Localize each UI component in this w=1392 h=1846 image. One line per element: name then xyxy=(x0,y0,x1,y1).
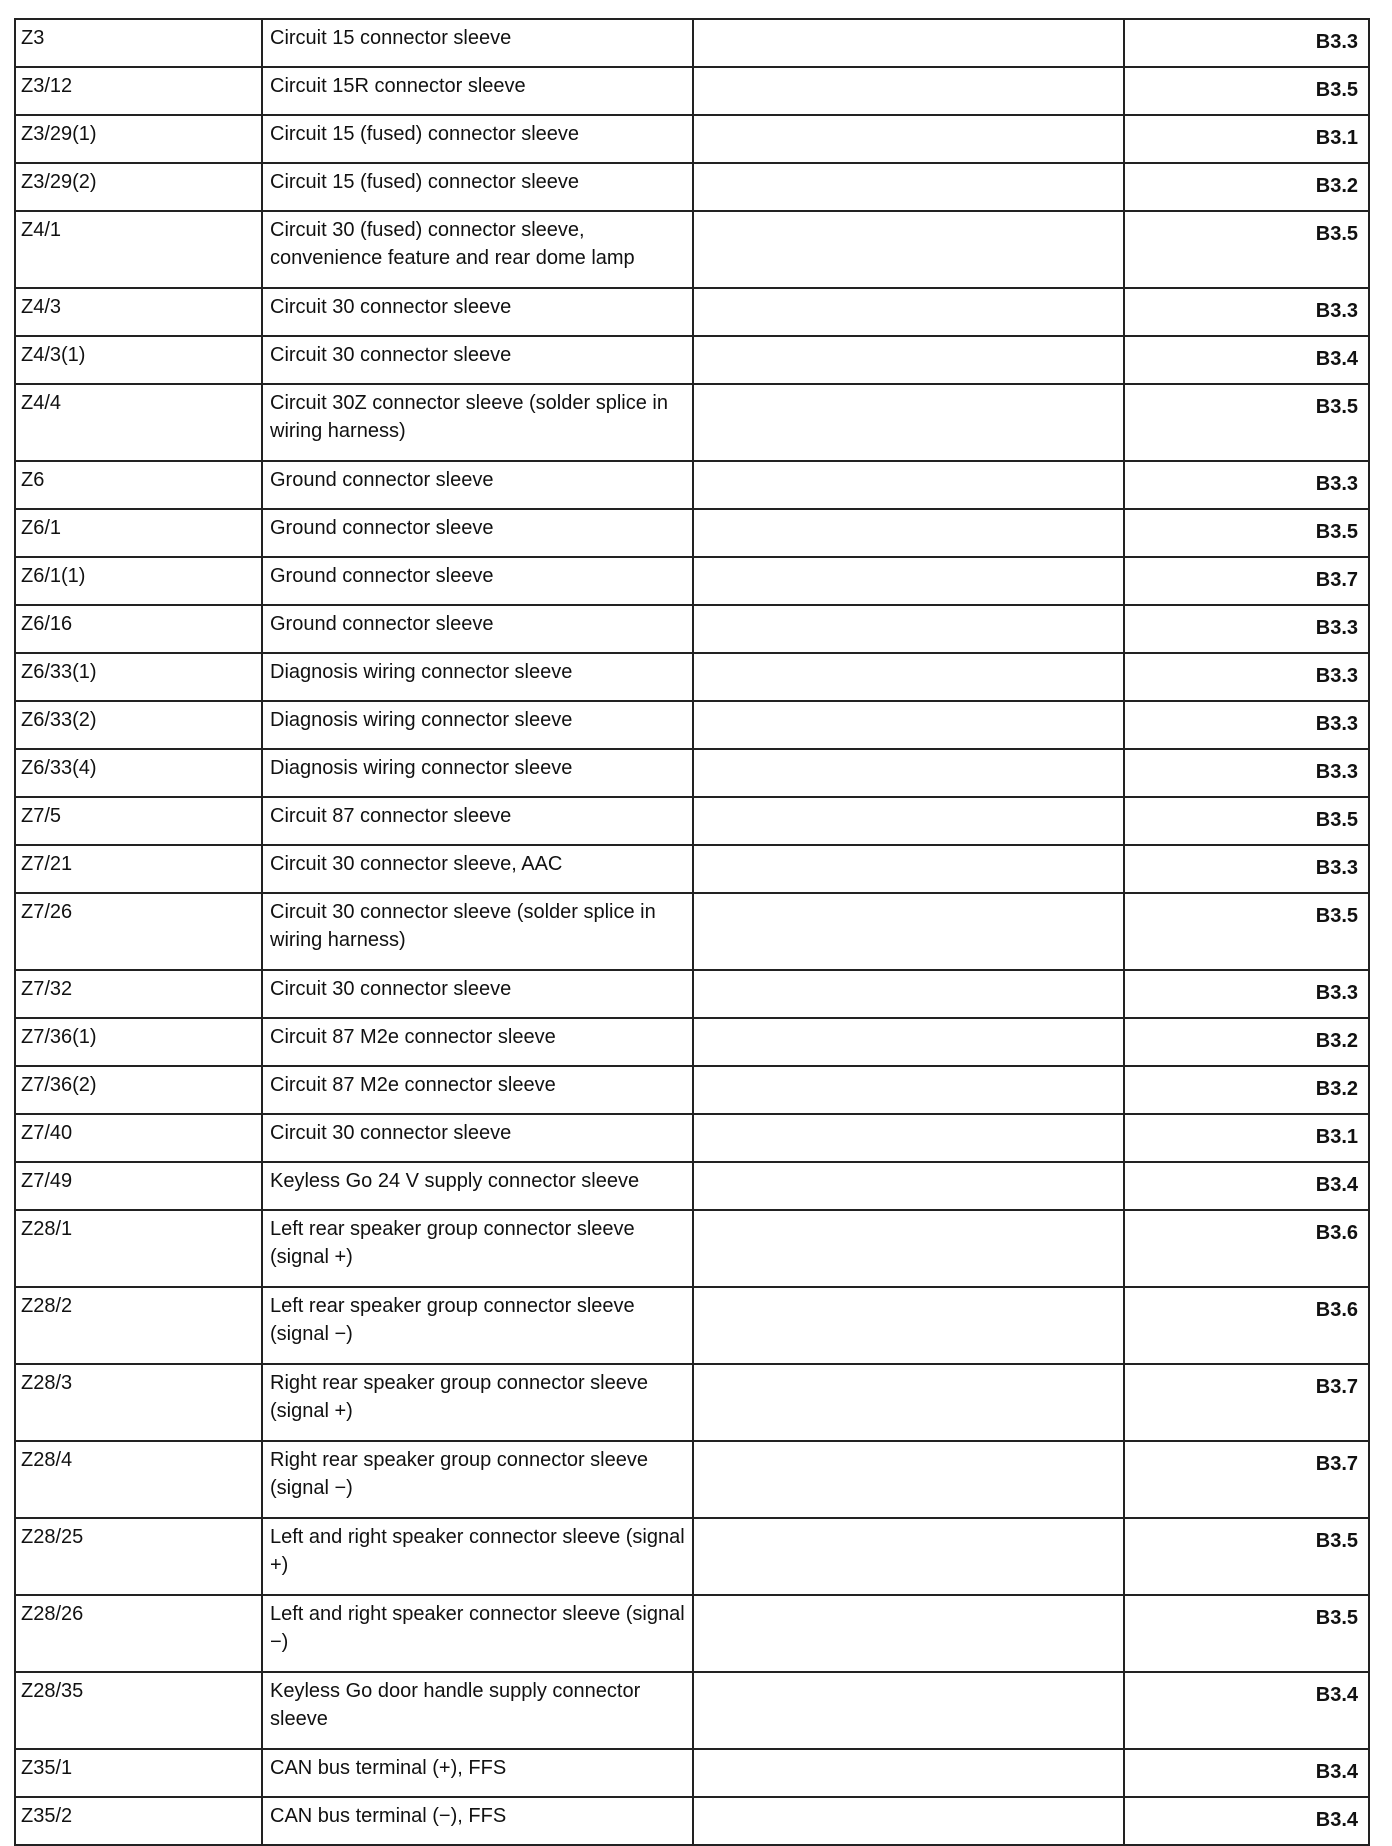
component-code-cell: Z6/33(4) xyxy=(15,749,262,797)
description-cell: Circuit 15R connector sleeve xyxy=(262,67,693,115)
description-cell: Left rear speaker group connector sleeve (signal −) xyxy=(262,1287,693,1364)
grid-reference-cell: B3.5 xyxy=(1124,1595,1369,1672)
grid-reference-cell: B3.3 xyxy=(1124,19,1369,67)
table-row xyxy=(15,211,1369,288)
description-cell: Ground connector sleeve xyxy=(262,509,693,557)
empty-cell xyxy=(693,605,1124,653)
description-cell: Left and right speaker connector sleeve (signal −) xyxy=(262,1595,693,1672)
empty-cell xyxy=(693,1018,1124,1066)
empty-cell xyxy=(693,1595,1124,1672)
description-cell: Ground connector sleeve xyxy=(262,557,693,605)
description-cell: Circuit 30 connector sleeve xyxy=(262,336,693,384)
description-cell: Diagnosis wiring connector sleeve xyxy=(262,653,693,701)
description-cell: Circuit 87 M2e connector sleeve xyxy=(262,1018,693,1066)
empty-cell xyxy=(693,19,1124,67)
table-row xyxy=(15,1162,1369,1210)
table-row xyxy=(15,1797,1369,1845)
grid-reference-cell: B3.3 xyxy=(1124,749,1369,797)
table-row xyxy=(15,605,1369,653)
grid-reference-cell: B3.2 xyxy=(1124,1066,1369,1114)
table-row xyxy=(15,749,1369,797)
empty-cell xyxy=(693,1162,1124,1210)
component-code-cell: Z7/49 xyxy=(15,1162,262,1210)
description-cell: Circuit 30 connector sleeve, AAC xyxy=(262,845,693,893)
grid-reference-cell: B3.5 xyxy=(1124,67,1369,115)
component-code-cell: Z4/4 xyxy=(15,384,262,461)
grid-reference-cell: B3.3 xyxy=(1124,461,1369,509)
component-code-cell: Z3/29(2) xyxy=(15,163,262,211)
table-row xyxy=(15,1749,1369,1797)
component-code-cell: Z28/35 xyxy=(15,1672,262,1749)
table-row xyxy=(15,163,1369,211)
description-cell: Circuit 15 (fused) connector sleeve xyxy=(262,115,693,163)
grid-reference-cell: B3.7 xyxy=(1124,1441,1369,1518)
table-row xyxy=(15,461,1369,509)
component-code-cell: Z6/1(1) xyxy=(15,557,262,605)
grid-reference-cell: B3.3 xyxy=(1124,845,1369,893)
description-cell: Circuit 30 connector sleeve xyxy=(262,970,693,1018)
table-row xyxy=(15,1518,1369,1595)
component-code-cell: Z7/26 xyxy=(15,893,262,970)
component-code-cell: Z6/33(1) xyxy=(15,653,262,701)
description-cell: Keyless Go door handle supply connector sleeve xyxy=(262,1672,693,1749)
grid-reference-cell: B3.5 xyxy=(1124,211,1369,288)
grid-reference-cell: B3.4 xyxy=(1124,1797,1369,1845)
component-code-cell: Z4/3(1) xyxy=(15,336,262,384)
empty-cell xyxy=(693,1364,1124,1441)
description-cell: Circuit 30Z connector sleeve (solder splice in wiring harness) xyxy=(262,384,693,461)
empty-cell xyxy=(693,67,1124,115)
grid-reference-cell: B3.2 xyxy=(1124,163,1369,211)
empty-cell xyxy=(693,797,1124,845)
empty-cell xyxy=(693,163,1124,211)
table-row xyxy=(15,1210,1369,1287)
component-code-cell: Z35/1 xyxy=(15,1749,262,1797)
table-row xyxy=(15,845,1369,893)
grid-reference-cell: B3.3 xyxy=(1124,605,1369,653)
description-cell: Ground connector sleeve xyxy=(262,461,693,509)
description-cell: Circuit 30 connector sleeve xyxy=(262,1114,693,1162)
component-code-cell: Z35/2 xyxy=(15,1797,262,1845)
grid-reference-cell: B3.7 xyxy=(1124,557,1369,605)
component-code-cell: Z3 xyxy=(15,19,262,67)
empty-cell xyxy=(693,749,1124,797)
table-row xyxy=(15,19,1369,67)
description-cell: Left rear speaker group connector sleeve (signal +) xyxy=(262,1210,693,1287)
empty-cell xyxy=(693,1441,1124,1518)
grid-reference-cell: B3.2 xyxy=(1124,1018,1369,1066)
description-cell: Circuit 87 M2e connector sleeve xyxy=(262,1066,693,1114)
description-cell: Circuit 30 connector sleeve (solder splice in wiring harness) xyxy=(262,893,693,970)
empty-cell xyxy=(693,211,1124,288)
grid-reference-cell: B3.6 xyxy=(1124,1210,1369,1287)
empty-cell xyxy=(693,557,1124,605)
grid-reference-cell: B3.5 xyxy=(1124,384,1369,461)
table-row xyxy=(15,893,1369,970)
component-code-cell: Z3/29(1) xyxy=(15,115,262,163)
component-code-cell: Z28/1 xyxy=(15,1210,262,1287)
grid-reference-cell: B3.5 xyxy=(1124,1518,1369,1595)
table-row xyxy=(15,288,1369,336)
grid-reference-cell: B3.3 xyxy=(1124,288,1369,336)
table-row xyxy=(15,1287,1369,1364)
description-cell: Left and right speaker connector sleeve (signal +) xyxy=(262,1518,693,1595)
connector-sleeve-table-page xyxy=(14,18,1368,1846)
description-cell: Circuit 30 (fused) connector sleeve, convenience feature and rear dome lamp xyxy=(262,211,693,288)
component-code-cell: Z4/3 xyxy=(15,288,262,336)
description-cell: Diagnosis wiring connector sleeve xyxy=(262,701,693,749)
empty-cell xyxy=(693,384,1124,461)
empty-cell xyxy=(693,701,1124,749)
table-row xyxy=(15,653,1369,701)
table-row xyxy=(15,1595,1369,1672)
description-cell: Circuit 87 connector sleeve xyxy=(262,797,693,845)
component-code-cell: Z6 xyxy=(15,461,262,509)
grid-reference-cell: B3.7 xyxy=(1124,1364,1369,1441)
grid-reference-cell: B3.1 xyxy=(1124,1114,1369,1162)
empty-cell xyxy=(693,461,1124,509)
table-row xyxy=(15,970,1369,1018)
component-code-cell: Z6/16 xyxy=(15,605,262,653)
grid-reference-cell: B3.4 xyxy=(1124,336,1369,384)
grid-reference-cell: B3.3 xyxy=(1124,970,1369,1018)
empty-cell xyxy=(693,115,1124,163)
table-row xyxy=(15,1018,1369,1066)
component-code-cell: Z6/1 xyxy=(15,509,262,557)
table-row xyxy=(15,797,1369,845)
grid-reference-cell: B3.4 xyxy=(1124,1672,1369,1749)
component-code-cell: Z28/25 xyxy=(15,1518,262,1595)
component-code-cell: Z7/36(1) xyxy=(15,1018,262,1066)
empty-cell xyxy=(693,1287,1124,1364)
grid-reference-cell: B3.3 xyxy=(1124,653,1369,701)
grid-reference-cell: B3.5 xyxy=(1124,893,1369,970)
empty-cell xyxy=(693,970,1124,1018)
component-code-cell: Z7/5 xyxy=(15,797,262,845)
description-cell: Ground connector sleeve xyxy=(262,605,693,653)
empty-cell xyxy=(693,845,1124,893)
description-cell: Keyless Go 24 V supply connector sleeve xyxy=(262,1162,693,1210)
table-row xyxy=(15,509,1369,557)
empty-cell xyxy=(693,1210,1124,1287)
description-cell: Circuit 15 connector sleeve xyxy=(262,19,693,67)
empty-cell xyxy=(693,1114,1124,1162)
empty-cell xyxy=(693,653,1124,701)
empty-cell xyxy=(693,1749,1124,1797)
description-cell: Circuit 15 (fused) connector sleeve xyxy=(262,163,693,211)
empty-cell xyxy=(693,1797,1124,1845)
grid-reference-cell: B3.1 xyxy=(1124,115,1369,163)
grid-reference-cell: B3.6 xyxy=(1124,1287,1369,1364)
component-code-cell: Z28/26 xyxy=(15,1595,262,1672)
table-row xyxy=(15,701,1369,749)
component-code-cell: Z28/4 xyxy=(15,1441,262,1518)
table-row xyxy=(15,336,1369,384)
description-cell: CAN bus terminal (+), FFS xyxy=(262,1749,693,1797)
description-cell: Right rear speaker group connector sleeve (signal −) xyxy=(262,1441,693,1518)
empty-cell xyxy=(693,336,1124,384)
component-code-cell: Z3/12 xyxy=(15,67,262,115)
grid-reference-cell: B3.4 xyxy=(1124,1749,1369,1797)
table-row xyxy=(15,1114,1369,1162)
table-row xyxy=(15,1066,1369,1114)
component-code-cell: Z6/33(2) xyxy=(15,701,262,749)
component-code-cell: Z28/2 xyxy=(15,1287,262,1364)
component-code-cell: Z7/40 xyxy=(15,1114,262,1162)
grid-reference-cell: B3.4 xyxy=(1124,1162,1369,1210)
grid-reference-cell: B3.3 xyxy=(1124,701,1369,749)
description-cell: Diagnosis wiring connector sleeve xyxy=(262,749,693,797)
empty-cell xyxy=(693,509,1124,557)
empty-cell xyxy=(693,1518,1124,1595)
empty-cell xyxy=(693,893,1124,970)
component-code-cell: Z28/3 xyxy=(15,1364,262,1441)
grid-reference-cell: B3.5 xyxy=(1124,509,1369,557)
empty-cell xyxy=(693,288,1124,336)
connector-sleeve-table xyxy=(14,18,1370,1846)
empty-cell xyxy=(693,1066,1124,1114)
table-row xyxy=(15,67,1369,115)
table-row xyxy=(15,384,1369,461)
component-code-cell: Z7/21 xyxy=(15,845,262,893)
description-cell: CAN bus terminal (−), FFS xyxy=(262,1797,693,1845)
description-cell: Right rear speaker group connector sleeve (signal +) xyxy=(262,1364,693,1441)
grid-reference-cell: B3.5 xyxy=(1124,797,1369,845)
table-row xyxy=(15,557,1369,605)
description-cell: Circuit 30 connector sleeve xyxy=(262,288,693,336)
component-code-cell: Z4/1 xyxy=(15,211,262,288)
table-row xyxy=(15,115,1369,163)
table-body xyxy=(15,19,1369,1845)
table-row xyxy=(15,1364,1369,1441)
component-code-cell: Z7/32 xyxy=(15,970,262,1018)
component-code-cell: Z7/36(2) xyxy=(15,1066,262,1114)
table-row xyxy=(15,1441,1369,1518)
